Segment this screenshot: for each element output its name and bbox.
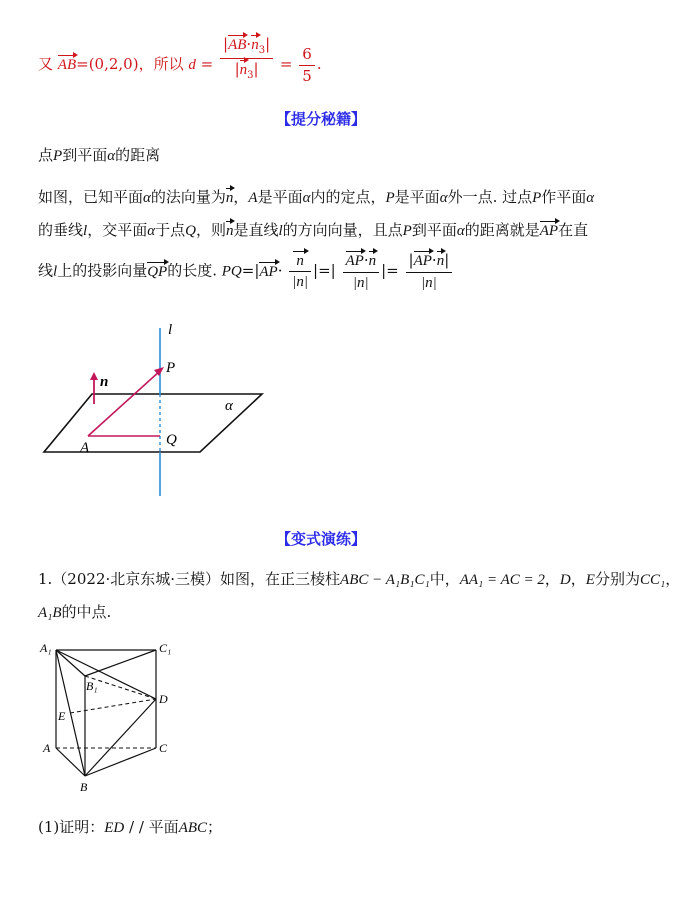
num-vector-ab: AB: [228, 36, 247, 53]
var-pq: PQ: [221, 263, 242, 280]
problem-1-cc1: CC₁: [639, 572, 666, 588]
problem-1-prism: ABC − A₁B₁C₁: [340, 572, 430, 588]
fraction-distance: [220, 36, 273, 81]
vector-ap-arrow: [88, 370, 161, 436]
p1-segment: P: [385, 190, 395, 206]
label-p: P: [166, 360, 176, 376]
problem-1-line-2: [38, 601, 111, 622]
fraction-six-fifths: [299, 46, 315, 84]
p3-frac-2-n: n: [368, 253, 377, 269]
figure-prism: [30, 636, 190, 796]
p3-frac-1: [289, 253, 311, 291]
subtitle-alpha: α: [107, 148, 116, 164]
edge-e-d-hidden: [70, 699, 156, 713]
p3-frac-3-bar-a: |: [408, 251, 414, 269]
problem-1-fenbie: 分别为: [594, 570, 640, 588]
label-a: A: [43, 741, 51, 755]
problem-1-comma: ，: [544, 570, 560, 588]
p3-eq2: |=|: [313, 261, 336, 280]
p1-segment: α: [586, 190, 595, 206]
p3-frac-3-bar-b: |: [444, 251, 450, 269]
problem-1-intro: 1.（2022·北京东城·三模）如图，在正三棱柱: [38, 570, 341, 588]
p1-segment: 作平面: [541, 188, 587, 206]
p1-segment: 内的定点，: [310, 188, 386, 206]
p3-frac-1-num: n: [293, 253, 307, 272]
label-d: D: [159, 692, 168, 706]
var-d: d: [188, 57, 196, 73]
edge-a-b: [56, 748, 85, 776]
p1-segment: n: [225, 190, 234, 206]
tips-paragraph-line-3: [38, 252, 454, 291]
fraction-den: $|n_3|$: [234, 59, 259, 81]
p1-segment: α: [143, 190, 151, 206]
figure-plane-distance: [30, 318, 270, 503]
p3-frac-3: [406, 252, 453, 291]
p2-segment: AP: [539, 223, 559, 239]
p2-segment: 在直: [558, 221, 589, 239]
period: .: [316, 55, 322, 73]
problem-1-d: D: [559, 572, 571, 588]
p2-segment: Q: [185, 223, 196, 239]
label-c1: C₁: [159, 641, 172, 655]
edge-a1-d: [56, 650, 156, 699]
problem-1-question-1: [38, 816, 222, 837]
p3-dot1: ·: [277, 261, 283, 280]
p1-segment: 外一点. 过点: [447, 188, 533, 206]
p3-l: l: [53, 263, 58, 280]
p3-frac-2-dot: ·: [363, 251, 369, 269]
tips-paragraph-line-2: [38, 219, 588, 240]
p3-frac-2-num: [343, 252, 380, 273]
p1-segment: A: [248, 190, 258, 206]
q1-parallel: / / 平面: [129, 818, 179, 836]
problem-1-e: E: [585, 572, 595, 588]
subtitle-c: 的距离: [115, 146, 161, 164]
p1-segment: 是平面: [257, 188, 303, 206]
vector-ab-value: =(0,2,0): [76, 55, 139, 73]
p3-frac-3-den: |n|: [421, 274, 437, 291]
top-formula: [38, 34, 322, 85]
p2-segment: 的距离就是: [464, 221, 540, 239]
p3-b: 上的投影向量: [57, 261, 148, 280]
label-q: Q: [166, 432, 177, 448]
problem-1-line-1: [38, 568, 680, 589]
vector-ab: AB: [57, 57, 77, 73]
p3-frac-3-ap: AP: [413, 253, 432, 269]
edge-a1-b1: [56, 650, 85, 676]
p2-segment: l: [83, 223, 88, 239]
p2-segment: α: [456, 223, 465, 239]
num-vector-n: n: [251, 36, 259, 53]
problem-1-zhong: 中，: [429, 570, 460, 588]
den-sub: 3: [247, 69, 254, 81]
p2-segment: α: [147, 223, 156, 239]
p2-segment: ，交平面: [87, 221, 148, 239]
equals: =: [200, 55, 214, 73]
edge-b-c: [85, 748, 156, 776]
label-alpha: α: [225, 398, 233, 414]
p1-segment: α: [302, 190, 311, 206]
label-c: C: [159, 741, 168, 755]
vector-qp: QP: [147, 263, 168, 280]
label-a: A: [80, 440, 90, 456]
p2-segment: P: [402, 223, 412, 239]
p3-frac-3-num: [406, 252, 453, 273]
p1-segment: P: [532, 190, 542, 206]
section-heading-tips: 【提分秘籍】: [275, 110, 366, 128]
subtitle-p: P: [53, 148, 63, 164]
edge-b-d: [85, 699, 156, 776]
problem-1-midpoint: 的中点.: [61, 603, 112, 621]
p3-frac-2-ap: AP: [345, 253, 364, 269]
p1-segment: 的法向量为: [150, 188, 226, 206]
p2-segment: n: [225, 223, 234, 239]
p2-segment: 于点: [155, 221, 186, 239]
fraction-num: $|AB\cdot n_3|$: [220, 36, 273, 59]
q1-prefix: (1)证明：: [38, 818, 105, 836]
problem-1-comma-3: ，: [665, 570, 680, 588]
p3-frac-3-n: n: [436, 253, 445, 269]
normal-n-arrowhead: [90, 372, 98, 380]
subtitle-b: 到平面: [62, 146, 108, 164]
tips-subtitle: [38, 144, 160, 165]
q1-ed: ED: [104, 820, 125, 836]
text-you: 又: [38, 55, 54, 73]
p2-segment: 的垂线: [38, 221, 84, 239]
p2-segment: 是直线: [233, 221, 279, 239]
subtitle-a: 点: [38, 146, 54, 164]
p3-a: 线: [38, 261, 54, 280]
text-suoyi: ，所以: [138, 55, 184, 73]
p1-segment: ，: [233, 188, 249, 206]
problem-1-comma-2: ，: [570, 570, 586, 588]
p3-frac-1-den: |n|: [289, 271, 311, 291]
p3-frac-3-dot: ·: [431, 251, 437, 269]
p1-segment: α: [439, 190, 448, 206]
num-six: 6: [299, 46, 315, 66]
tips-paragraph-line-1: [38, 186, 594, 207]
p3-vector-ap: AP: [259, 263, 278, 280]
p2-segment: 的方向向量，且点: [282, 221, 403, 239]
problem-1-equation: AA₁ = AC = 2: [459, 572, 545, 588]
den-five: 5: [302, 66, 312, 85]
label-a1: A₁: [40, 641, 52, 655]
p1-segment: 如图，已知平面: [38, 188, 144, 206]
equals-2: =: [279, 55, 293, 73]
section-heading-practice: 【变式演练】: [275, 530, 366, 548]
p3-c: 的长度.: [167, 261, 217, 280]
p2-segment: l: [278, 223, 283, 239]
label-l: l: [168, 322, 173, 338]
label-b1: B₁: [86, 679, 98, 693]
p2-segment: 到平面: [411, 221, 457, 239]
q1-semicolon: ；: [207, 818, 223, 836]
p3-eq1: =|: [241, 261, 260, 280]
p1-segment: 是平面: [394, 188, 440, 206]
label-b: B: [80, 780, 88, 794]
edge-b1-c1: [85, 650, 156, 676]
num-sub: 3: [258, 44, 266, 56]
p3-frac-2: [343, 252, 380, 291]
p2-segment: ，则: [195, 221, 226, 239]
label-n: n: [100, 374, 109, 390]
p3-eq3: |=: [381, 261, 399, 280]
den-vector-n: n: [239, 61, 248, 78]
q1-abc: ABC: [178, 820, 208, 836]
label-e: E: [58, 709, 66, 723]
problem-1-a1b: A₁B: [38, 605, 62, 621]
p3-frac-2-den: |n|: [352, 274, 369, 291]
num-dot: ·: [246, 34, 252, 53]
